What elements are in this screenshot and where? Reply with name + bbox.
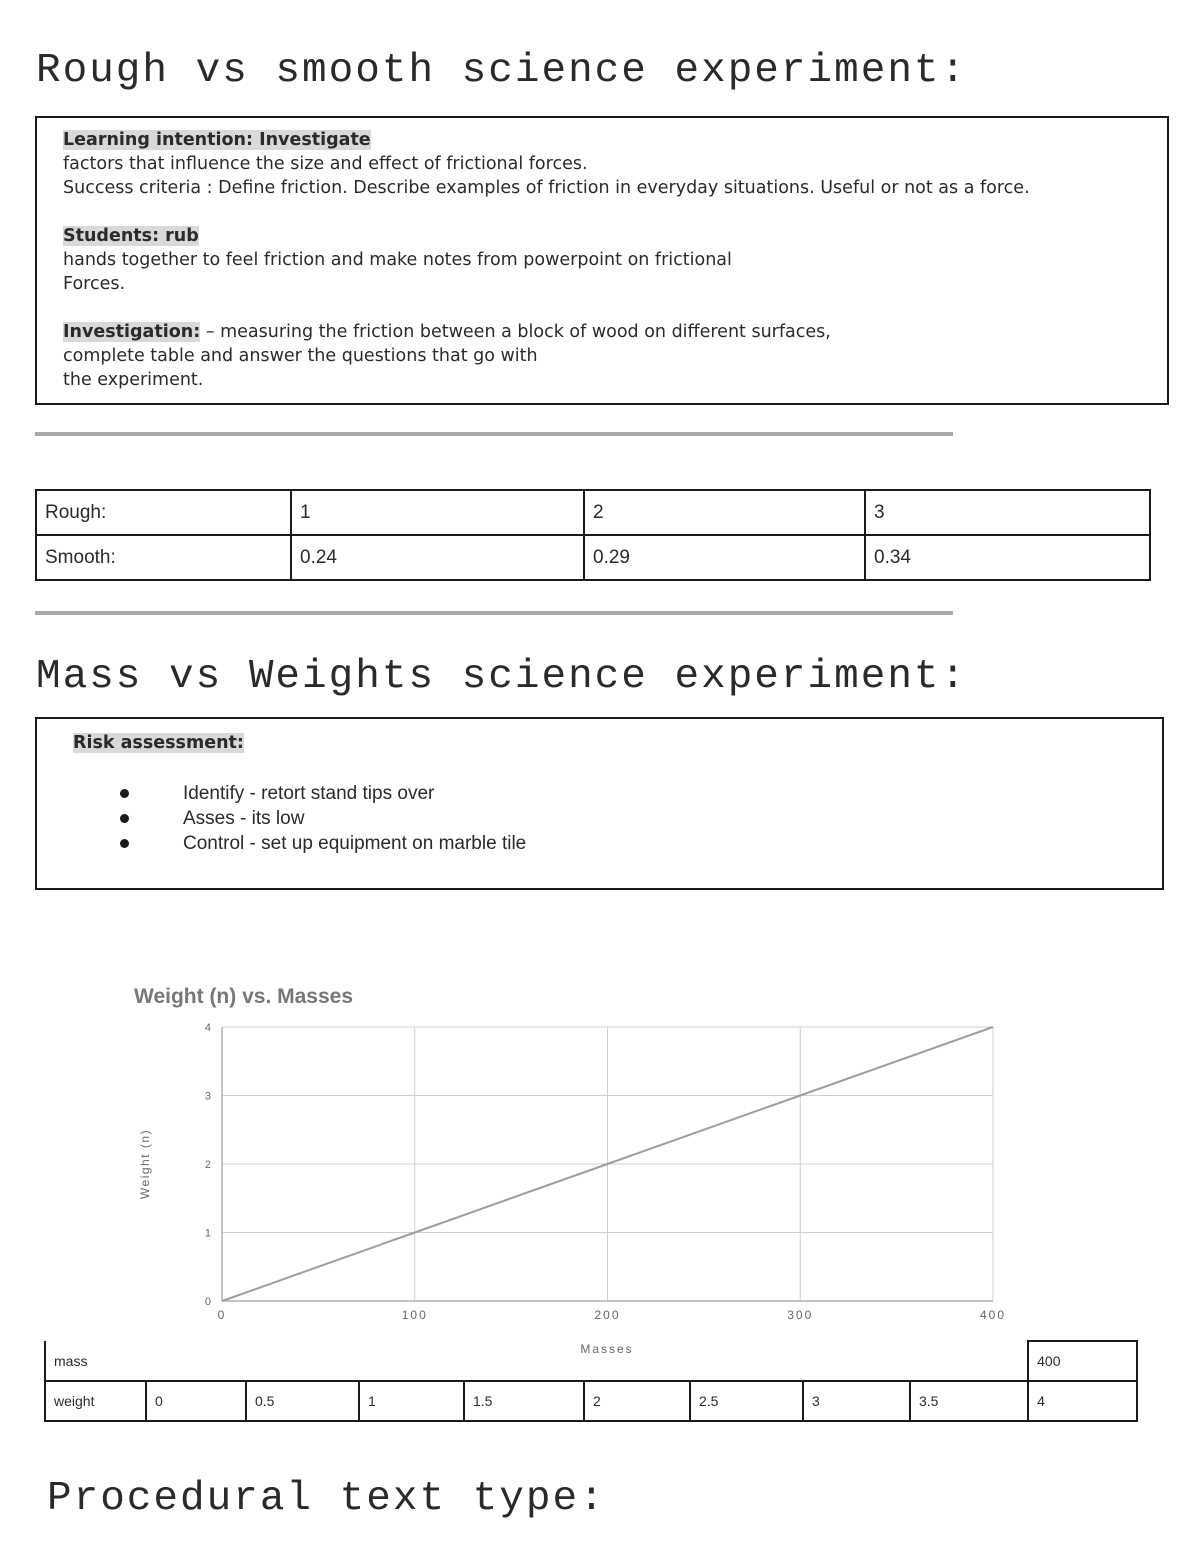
y-tick-label: 0 (204, 1296, 211, 1308)
list-item (73, 781, 1126, 806)
table-cell: 0 (146, 1381, 246, 1421)
table-cell: 3 (803, 1381, 910, 1421)
x-axis-label: Masses (580, 1342, 634, 1356)
investigation-label: Investigation: (63, 322, 201, 342)
x-tick-label: 100 (401, 1308, 428, 1322)
students-label: Students: rub (63, 226, 199, 246)
y-tick-label: 1 (204, 1227, 211, 1240)
investigation-text-line3: the experiment. (63, 370, 204, 390)
y-axis-label: Weight (n) (138, 1128, 152, 1200)
table-cell: 1 (359, 1381, 464, 1421)
x-tick-label: 0 (217, 1308, 227, 1322)
learning-intention-label: Learning intention: Investigate (63, 130, 371, 150)
list-item (73, 806, 1126, 831)
table-cell: 0.34 (865, 535, 1150, 580)
students-text-line2: Forces. (63, 274, 126, 294)
x-tick-label: 400 (979, 1308, 1007, 1322)
friction-table (35, 489, 1151, 581)
table-cell: 2 (584, 490, 865, 535)
table-row (45, 1341, 1137, 1381)
bullet-icon (120, 814, 129, 823)
mass-weights-title: Mass vs Weights science experiment: (36, 654, 968, 700)
y-tick-label: 2 (204, 1159, 211, 1171)
table-cell: 3 (865, 490, 1150, 535)
divider-2 (35, 611, 953, 615)
y-tick-label: 3 (204, 1090, 211, 1103)
table-cell: 1.5 (464, 1381, 584, 1421)
mass-label-cell (45, 1341, 1028, 1381)
mass-weight-table (44, 1340, 1138, 1422)
weight-label-cell: weight (45, 1381, 146, 1421)
table-cell: Smooth: (36, 535, 291, 580)
rough-smooth-title: Rough vs smooth science experiment: (36, 48, 968, 94)
procedural-title: Procedural text type: (47, 1476, 606, 1522)
table-cell: 0.5 (246, 1381, 359, 1421)
risk-list (73, 781, 1126, 856)
table-row (36, 490, 1150, 535)
risk-assessment-box (35, 717, 1164, 890)
bullet-icon (120, 789, 129, 798)
learning-intention-text: factors that influence the size and effect of frictional forces. (63, 154, 588, 174)
investigation-text-line2: complete table and answer the questions that go with (63, 346, 538, 366)
mass-value-cell: 400 (1028, 1341, 1137, 1381)
y-tick-label: 4 (204, 1022, 211, 1034)
chart-title: Weight (n) vs. Masses (134, 985, 354, 1008)
list-item (73, 831, 1126, 856)
mass-label: mass (54, 1352, 88, 1369)
table-cell: 3.5 (910, 1381, 1028, 1421)
x-tick-label: 200 (594, 1308, 621, 1322)
table-cell: Rough: (36, 490, 291, 535)
learning-intention-box (35, 116, 1169, 405)
investigation-text: – measuring the friction between a block of wood on different surfaces, (200, 322, 831, 342)
risk-assessment-label: Risk assessment: (73, 733, 244, 753)
table-cell: 1 (291, 490, 584, 535)
table-cell: 0.24 (291, 535, 584, 580)
risk-item-text: Control - set up equipment on marble tile (183, 833, 527, 854)
table-cell: 2.5 (690, 1381, 803, 1421)
bullet-icon (120, 839, 129, 848)
table-cell: 4 (1028, 1381, 1137, 1421)
students-text-line1: hands together to feel friction and make notes from powerpoint on frictional (63, 250, 732, 270)
table-cell: 2 (584, 1381, 690, 1421)
table-cell: 0.29 (584, 535, 865, 580)
divider-1 (35, 432, 953, 436)
table-row (36, 535, 1150, 580)
success-criteria-text: Success criteria : Define friction. Describe examples of friction in everyday situations. Useful or not as a force. (63, 178, 1030, 198)
weight-mass-chart (0, 970, 1200, 1370)
risk-item-text: Asses - its low (183, 808, 305, 829)
risk-item-text: Identify - retort stand tips over (183, 783, 435, 804)
x-tick-label: 300 (787, 1308, 814, 1322)
table-row (45, 1381, 1137, 1421)
